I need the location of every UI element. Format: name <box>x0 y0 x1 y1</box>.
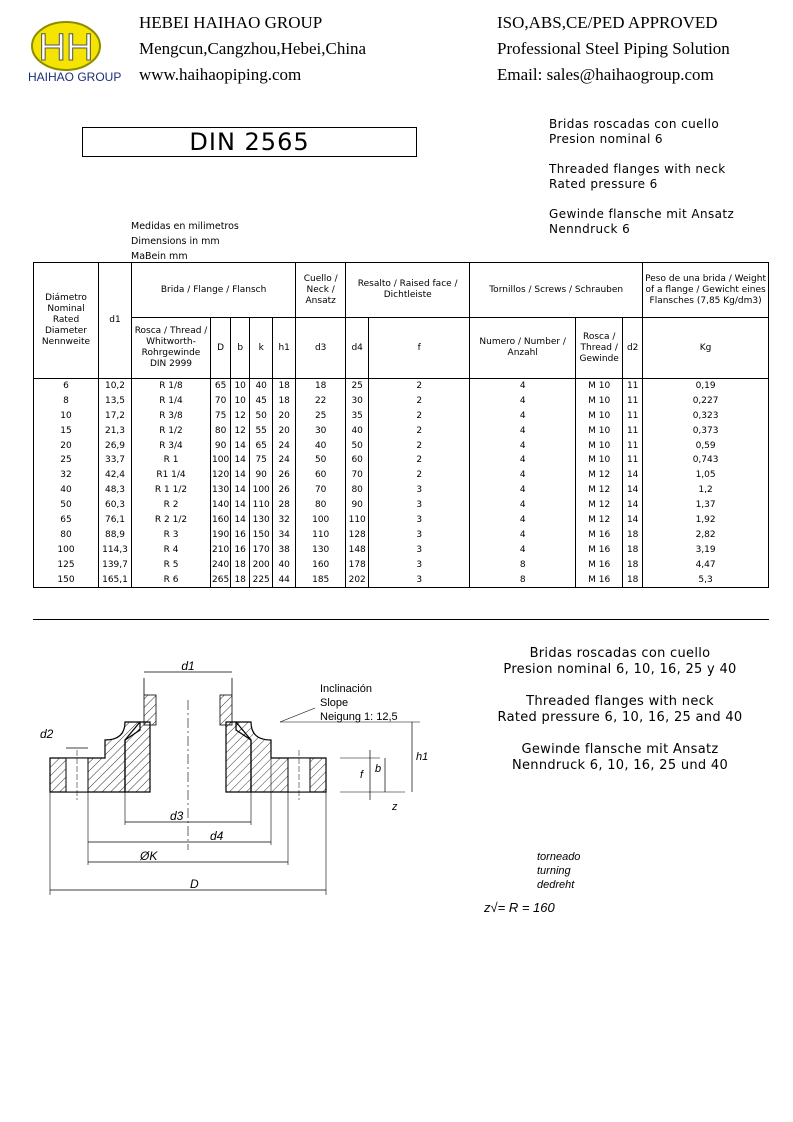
desc2-es-line2: Presion nominal 6, 10, 16, 25 y 40 <box>503 662 737 677</box>
slope-es: Inclinación <box>320 683 372 695</box>
cell-h1: 24 <box>273 453 296 468</box>
cell-screw: M 12 <box>576 498 623 513</box>
cell-b: 14 <box>231 453 250 468</box>
cell-d2: 18 <box>623 528 643 543</box>
cell-h1: 18 <box>273 394 296 409</box>
cell-dn: 6 <box>34 379 99 394</box>
cell-screw: M 12 <box>576 468 623 483</box>
cell-d2: 14 <box>623 513 643 528</box>
header-weight: Peso de una brida / Weight of a flange / Gewicht eines Flansches (7,85 Kg/dm3) <box>643 263 769 318</box>
roughness-formula <box>484 900 555 915</box>
cell-d3: 50 <box>296 453 346 468</box>
cell-f: 2 <box>369 379 470 394</box>
cell-n: 4 <box>470 528 576 543</box>
cell-d: 75 <box>211 409 231 424</box>
label-d4: d4 <box>210 829 224 843</box>
cell-k: 110 <box>250 498 273 513</box>
cell-d2: 14 <box>623 483 643 498</box>
cell-f: 3 <box>369 513 470 528</box>
cell-d4: 80 <box>346 483 369 498</box>
cell-k: 50 <box>250 409 273 424</box>
cell-b: 12 <box>231 424 250 439</box>
company-name: HEBEI HAIHAO GROUP <box>139 13 323 32</box>
cell-d: 70 <box>211 394 231 409</box>
surface-finish-note <box>537 850 580 892</box>
cell-kg: 0,59 <box>643 439 769 454</box>
cell-k: 170 <box>250 543 273 558</box>
logo-caption: HAIHAO GROUP <box>28 70 122 84</box>
cell-d3: 70 <box>296 483 346 498</box>
cell-h1: 32 <box>273 513 296 528</box>
cell-dn: 150 <box>34 573 99 588</box>
cell-d2: 11 <box>623 379 643 394</box>
cell-screw: M 10 <box>576 453 623 468</box>
cell-d2: 11 <box>623 453 643 468</box>
flange-drawing <box>40 650 480 940</box>
cell-h1: 26 <box>273 468 296 483</box>
cell-screw: M 10 <box>576 439 623 454</box>
cell-d4: 202 <box>346 573 369 588</box>
desc-en-line2: Rated pressure 6 <box>549 177 658 191</box>
cell-d1: 33,7 <box>99 453 132 468</box>
cell-h1: 38 <box>273 543 296 558</box>
cell-d4: 30 <box>346 394 369 409</box>
description-bottom <box>470 646 770 774</box>
cell-b: 14 <box>231 513 250 528</box>
cell-h1: 28 <box>273 498 296 513</box>
cell-d1: 42,4 <box>99 468 132 483</box>
cell-thread: R 2 <box>132 498 211 513</box>
cell-d4: 178 <box>346 558 369 573</box>
label-h1: h1 <box>416 751 429 763</box>
cell-d3: 25 <box>296 409 346 424</box>
table-row <box>34 424 769 439</box>
desc2-en-line1: Threaded flanges with neck <box>526 694 714 709</box>
header-d3: d3 <box>296 318 346 379</box>
table-row <box>34 543 769 558</box>
cell-screw: M 12 <box>576 513 623 528</box>
cell-kg: 0,373 <box>643 424 769 439</box>
section-divider <box>33 619 769 620</box>
cell-h1: 34 <box>273 528 296 543</box>
cell-b: 12 <box>231 409 250 424</box>
cell-d4: 90 <box>346 498 369 513</box>
cell-kg: 1,2 <box>643 483 769 498</box>
cell-screw: M 10 <box>576 394 623 409</box>
cell-d3: 100 <box>296 513 346 528</box>
cell-f: 3 <box>369 543 470 558</box>
cell-d3: 185 <box>296 573 346 588</box>
cell-d3: 60 <box>296 468 346 483</box>
desc2-de-line2: Nenndruck 6, 10, 16, 25 und 40 <box>511 758 729 773</box>
slope-en: Slope <box>320 697 349 709</box>
cell-kg: 1,37 <box>643 498 769 513</box>
cell-dn: 10 <box>34 409 99 424</box>
cell-k: 45 <box>250 394 273 409</box>
cell-d1: 17,2 <box>99 409 132 424</box>
cell-h1: 44 <box>273 573 296 588</box>
cell-d1: 60,3 <box>99 498 132 513</box>
table-row <box>34 513 769 528</box>
cell-n: 4 <box>470 409 576 424</box>
table-row <box>34 558 769 573</box>
cell-d3: 80 <box>296 498 346 513</box>
cell-n: 4 <box>470 483 576 498</box>
header-flange: Brida / Flange / Flansch <box>132 263 296 318</box>
header-d1: d1 <box>99 263 132 379</box>
cell-n: 4 <box>470 498 576 513</box>
cell-f: 2 <box>369 439 470 454</box>
cell-d1: 10,2 <box>99 379 132 394</box>
cell-k: 130 <box>250 513 273 528</box>
cell-b: 18 <box>231 573 250 588</box>
cell-thread: R 1 1/2 <box>132 483 211 498</box>
header-kg: Kg <box>643 318 769 379</box>
cell-h1: 26 <box>273 483 296 498</box>
cell-thread: R 3 <box>132 528 211 543</box>
cell-screw: M 16 <box>576 558 623 573</box>
table-row <box>34 394 769 409</box>
desc-es-line1: Bridas roscadas con cuello <box>549 117 720 131</box>
cell-n: 4 <box>470 379 576 394</box>
cell-f: 2 <box>369 394 470 409</box>
units-de: MaBein mm <box>131 251 188 262</box>
label-d1: d1 <box>181 659 195 673</box>
desc-en-line1: Threaded flanges with neck <box>549 162 726 176</box>
company-email[interactable]: Email: sales@haihaogroup.com <box>497 65 714 84</box>
desc-de-line1: Gewinde flansche mit Ansatz <box>549 207 735 221</box>
label-D: D <box>190 877 199 891</box>
cell-d1: 88,9 <box>99 528 132 543</box>
cell-k: 65 <box>250 439 273 454</box>
cell-f: 3 <box>369 483 470 498</box>
cell-b: 16 <box>231 528 250 543</box>
cell-d: 65 <box>211 379 231 394</box>
cell-d2: 14 <box>623 468 643 483</box>
cell-kg: 0,227 <box>643 394 769 409</box>
cell-screw: M 16 <box>576 528 623 543</box>
cell-k: 55 <box>250 424 273 439</box>
cell-thread: R 4 <box>132 543 211 558</box>
cell-thread: R 5 <box>132 558 211 573</box>
table-row <box>34 439 769 454</box>
cell-kg: 1,05 <box>643 468 769 483</box>
header-h1: h1 <box>273 318 296 379</box>
label-k: ØK <box>140 849 158 863</box>
cell-d2: 18 <box>623 573 643 588</box>
cell-kg: 2,82 <box>643 528 769 543</box>
units-en: Dimensions in mm <box>131 236 220 247</box>
cell-d1: 26,9 <box>99 439 132 454</box>
cell-screw: M 12 <box>576 483 623 498</box>
table-row <box>34 468 769 483</box>
cell-d1: 165,1 <box>99 573 132 588</box>
cell-d3: 130 <box>296 543 346 558</box>
desc-de-line2: Nenndruck 6 <box>549 222 631 236</box>
header-b: b <box>231 318 250 379</box>
cell-thread: R1 1/4 <box>132 468 211 483</box>
logo-letters: HH <box>38 27 94 69</box>
units-note <box>131 219 239 264</box>
cell-d1: 139,7 <box>99 558 132 573</box>
cell-d1: 76,1 <box>99 513 132 528</box>
company-website[interactable]: www.haihaopiping.com <box>139 65 302 84</box>
cell-kg: 0,323 <box>643 409 769 424</box>
header-d2: d2 <box>623 318 643 379</box>
cell-k: 40 <box>250 379 273 394</box>
label-f: f <box>360 769 364 781</box>
cell-dn: 125 <box>34 558 99 573</box>
desc-es-line2: Presion nominal 6 <box>549 132 663 146</box>
cell-k: 90 <box>250 468 273 483</box>
cell-d: 130 <box>211 483 231 498</box>
cell-d4: 35 <box>346 409 369 424</box>
cell-d4: 148 <box>346 543 369 558</box>
company-address: Mengcun,Cangzhou,Hebei,China <box>139 39 367 58</box>
cell-f: 3 <box>369 573 470 588</box>
cell-k: 150 <box>250 528 273 543</box>
table-row <box>34 379 769 394</box>
cell-d1: 114,3 <box>99 543 132 558</box>
cell-h1: 40 <box>273 558 296 573</box>
cell-n: 4 <box>470 468 576 483</box>
cell-d3: 110 <box>296 528 346 543</box>
cell-d4: 70 <box>346 468 369 483</box>
cell-d4: 25 <box>346 379 369 394</box>
header-screw-thread: Rosca / Thread / Gewinde <box>576 318 623 379</box>
cell-dn: 32 <box>34 468 99 483</box>
cell-thread: R 1/8 <box>132 379 211 394</box>
desc2-en-line2: Rated pressure 6, 10, 16, 25 and 40 <box>497 710 743 725</box>
desc2-es-line1: Bridas roscadas con cuello <box>529 646 711 661</box>
cell-thread: R 2 1/2 <box>132 513 211 528</box>
cell-d2: 11 <box>623 409 643 424</box>
turning-en: turning <box>537 865 571 877</box>
cell-thread: R 3/4 <box>132 439 211 454</box>
header-k: k <box>250 318 273 379</box>
cell-d: 190 <box>211 528 231 543</box>
label-d3: d3 <box>170 809 184 823</box>
cell-thread: R 1/2 <box>132 424 211 439</box>
table-row <box>34 573 769 588</box>
header-D: D <box>211 318 231 379</box>
cell-kg: 5,3 <box>643 573 769 588</box>
cell-n: 8 <box>470 558 576 573</box>
cell-d1: 48,3 <box>99 483 132 498</box>
cell-f: 2 <box>369 409 470 424</box>
cell-d1: 13,5 <box>99 394 132 409</box>
cell-d2: 11 <box>623 394 643 409</box>
slope-de: Neigung 1: 12,5 <box>320 711 398 723</box>
cell-n: 4 <box>470 424 576 439</box>
header-screws: Tornillos / Screws / Schrauben <box>470 263 643 318</box>
cell-d4: 60 <box>346 453 369 468</box>
cell-kg: 3,19 <box>643 543 769 558</box>
cell-f: 3 <box>369 558 470 573</box>
cell-thread: R 1 <box>132 453 211 468</box>
cell-d3: 22 <box>296 394 346 409</box>
cell-dn: 25 <box>34 453 99 468</box>
cell-kg: 0,743 <box>643 453 769 468</box>
label-z: z <box>392 801 398 813</box>
cell-b: 14 <box>231 498 250 513</box>
cell-f: 2 <box>369 453 470 468</box>
cell-f: 3 <box>369 498 470 513</box>
cell-d: 210 <box>211 543 231 558</box>
cell-d2: 11 <box>623 439 643 454</box>
cell-d3: 40 <box>296 439 346 454</box>
cell-dn: 40 <box>34 483 99 498</box>
cell-d2: 11 <box>623 424 643 439</box>
cell-kg: 0,19 <box>643 379 769 394</box>
header-thread: Rosca / Thread / Whitworth-Rohrgewinde DIN 2999 <box>132 318 211 379</box>
cell-d2: 18 <box>623 558 643 573</box>
cell-d3: 160 <box>296 558 346 573</box>
cell-screw: M 10 <box>576 424 623 439</box>
cell-b: 14 <box>231 439 250 454</box>
company-logo <box>28 18 122 84</box>
cell-d2: 14 <box>623 498 643 513</box>
roughness-symbol: z√ <box>484 900 498 915</box>
turning-es: torneado <box>537 851 581 863</box>
cell-n: 4 <box>470 543 576 558</box>
cell-dn: 50 <box>34 498 99 513</box>
header-number: Numero / Number / Anzahl <box>470 318 576 379</box>
cell-d: 265 <box>211 573 231 588</box>
cell-n: 4 <box>470 513 576 528</box>
cell-b: 10 <box>231 379 250 394</box>
cell-f: 2 <box>369 468 470 483</box>
cell-d3: 18 <box>296 379 346 394</box>
header-raised-face: Resalto / Raised face / Dichtleiste <box>346 263 470 318</box>
desc2-de-line1: Gewinde flansche mit Ansatz <box>521 742 719 757</box>
cell-dn: 65 <box>34 513 99 528</box>
cell-thread: R 1/4 <box>132 394 211 409</box>
cell-d: 240 <box>211 558 231 573</box>
cell-k: 75 <box>250 453 273 468</box>
cell-b: 10 <box>231 394 250 409</box>
cell-dn: 100 <box>34 543 99 558</box>
cell-d3: 30 <box>296 424 346 439</box>
label-b: b <box>375 763 382 775</box>
cell-k: 100 <box>250 483 273 498</box>
cell-d1: 21,3 <box>99 424 132 439</box>
cell-n: 8 <box>470 573 576 588</box>
cell-h1: 20 <box>273 424 296 439</box>
cell-d: 120 <box>211 468 231 483</box>
cell-h1: 18 <box>273 379 296 394</box>
cell-dn: 20 <box>34 439 99 454</box>
header-neck: Cuello / Neck / Ansatz <box>296 263 346 318</box>
cell-d4: 110 <box>346 513 369 528</box>
cell-h1: 20 <box>273 409 296 424</box>
cell-d4: 128 <box>346 528 369 543</box>
cell-d: 80 <box>211 424 231 439</box>
cell-thread: R 3/8 <box>132 409 211 424</box>
cell-b: 14 <box>231 483 250 498</box>
cell-screw: M 10 <box>576 379 623 394</box>
cell-n: 4 <box>470 453 576 468</box>
table-row <box>34 528 769 543</box>
cell-thread: R 6 <box>132 573 211 588</box>
cell-f: 2 <box>369 424 470 439</box>
cell-k: 200 <box>250 558 273 573</box>
tagline-text: Professional Steel Piping Solution <box>497 39 730 58</box>
dimensions-table <box>33 262 769 588</box>
cell-n: 4 <box>470 394 576 409</box>
cell-n: 4 <box>470 439 576 454</box>
cell-h1: 24 <box>273 439 296 454</box>
cell-d4: 50 <box>346 439 369 454</box>
cell-screw: M 16 <box>576 573 623 588</box>
cell-d4: 40 <box>346 424 369 439</box>
table-row <box>34 483 769 498</box>
cell-b: 16 <box>231 543 250 558</box>
roughness-value: = R = 160 <box>497 900 555 915</box>
header-d4: d4 <box>346 318 369 379</box>
cell-kg: 1,92 <box>643 513 769 528</box>
cell-kg: 4,47 <box>643 558 769 573</box>
cell-b: 14 <box>231 468 250 483</box>
description-top <box>549 117 734 237</box>
cell-screw: M 16 <box>576 543 623 558</box>
cell-d: 160 <box>211 513 231 528</box>
label-d2: d2 <box>40 727 54 741</box>
page-title: DIN 2565 <box>82 127 417 157</box>
cell-dn: 80 <box>34 528 99 543</box>
cell-d: 90 <box>211 439 231 454</box>
cell-dn: 15 <box>34 424 99 439</box>
header-nominal-diameter: Diámetro Nominal Rated Diameter Nennweite <box>34 263 99 379</box>
cell-f: 3 <box>369 528 470 543</box>
cell-screw: M 10 <box>576 409 623 424</box>
cell-d: 100 <box>211 453 231 468</box>
table-row <box>34 498 769 513</box>
header-f: f <box>369 318 470 379</box>
cell-b: 18 <box>231 558 250 573</box>
turning-de: dedreht <box>537 879 575 891</box>
units-es: Medidas en milimetros <box>131 221 239 232</box>
cell-d2: 18 <box>623 543 643 558</box>
cell-k: 225 <box>250 573 273 588</box>
cell-d: 140 <box>211 498 231 513</box>
table-row <box>34 453 769 468</box>
cell-dn: 8 <box>34 394 99 409</box>
approvals-text: ISO,ABS,CE/PED APPROVED <box>497 13 718 32</box>
table-row <box>34 409 769 424</box>
